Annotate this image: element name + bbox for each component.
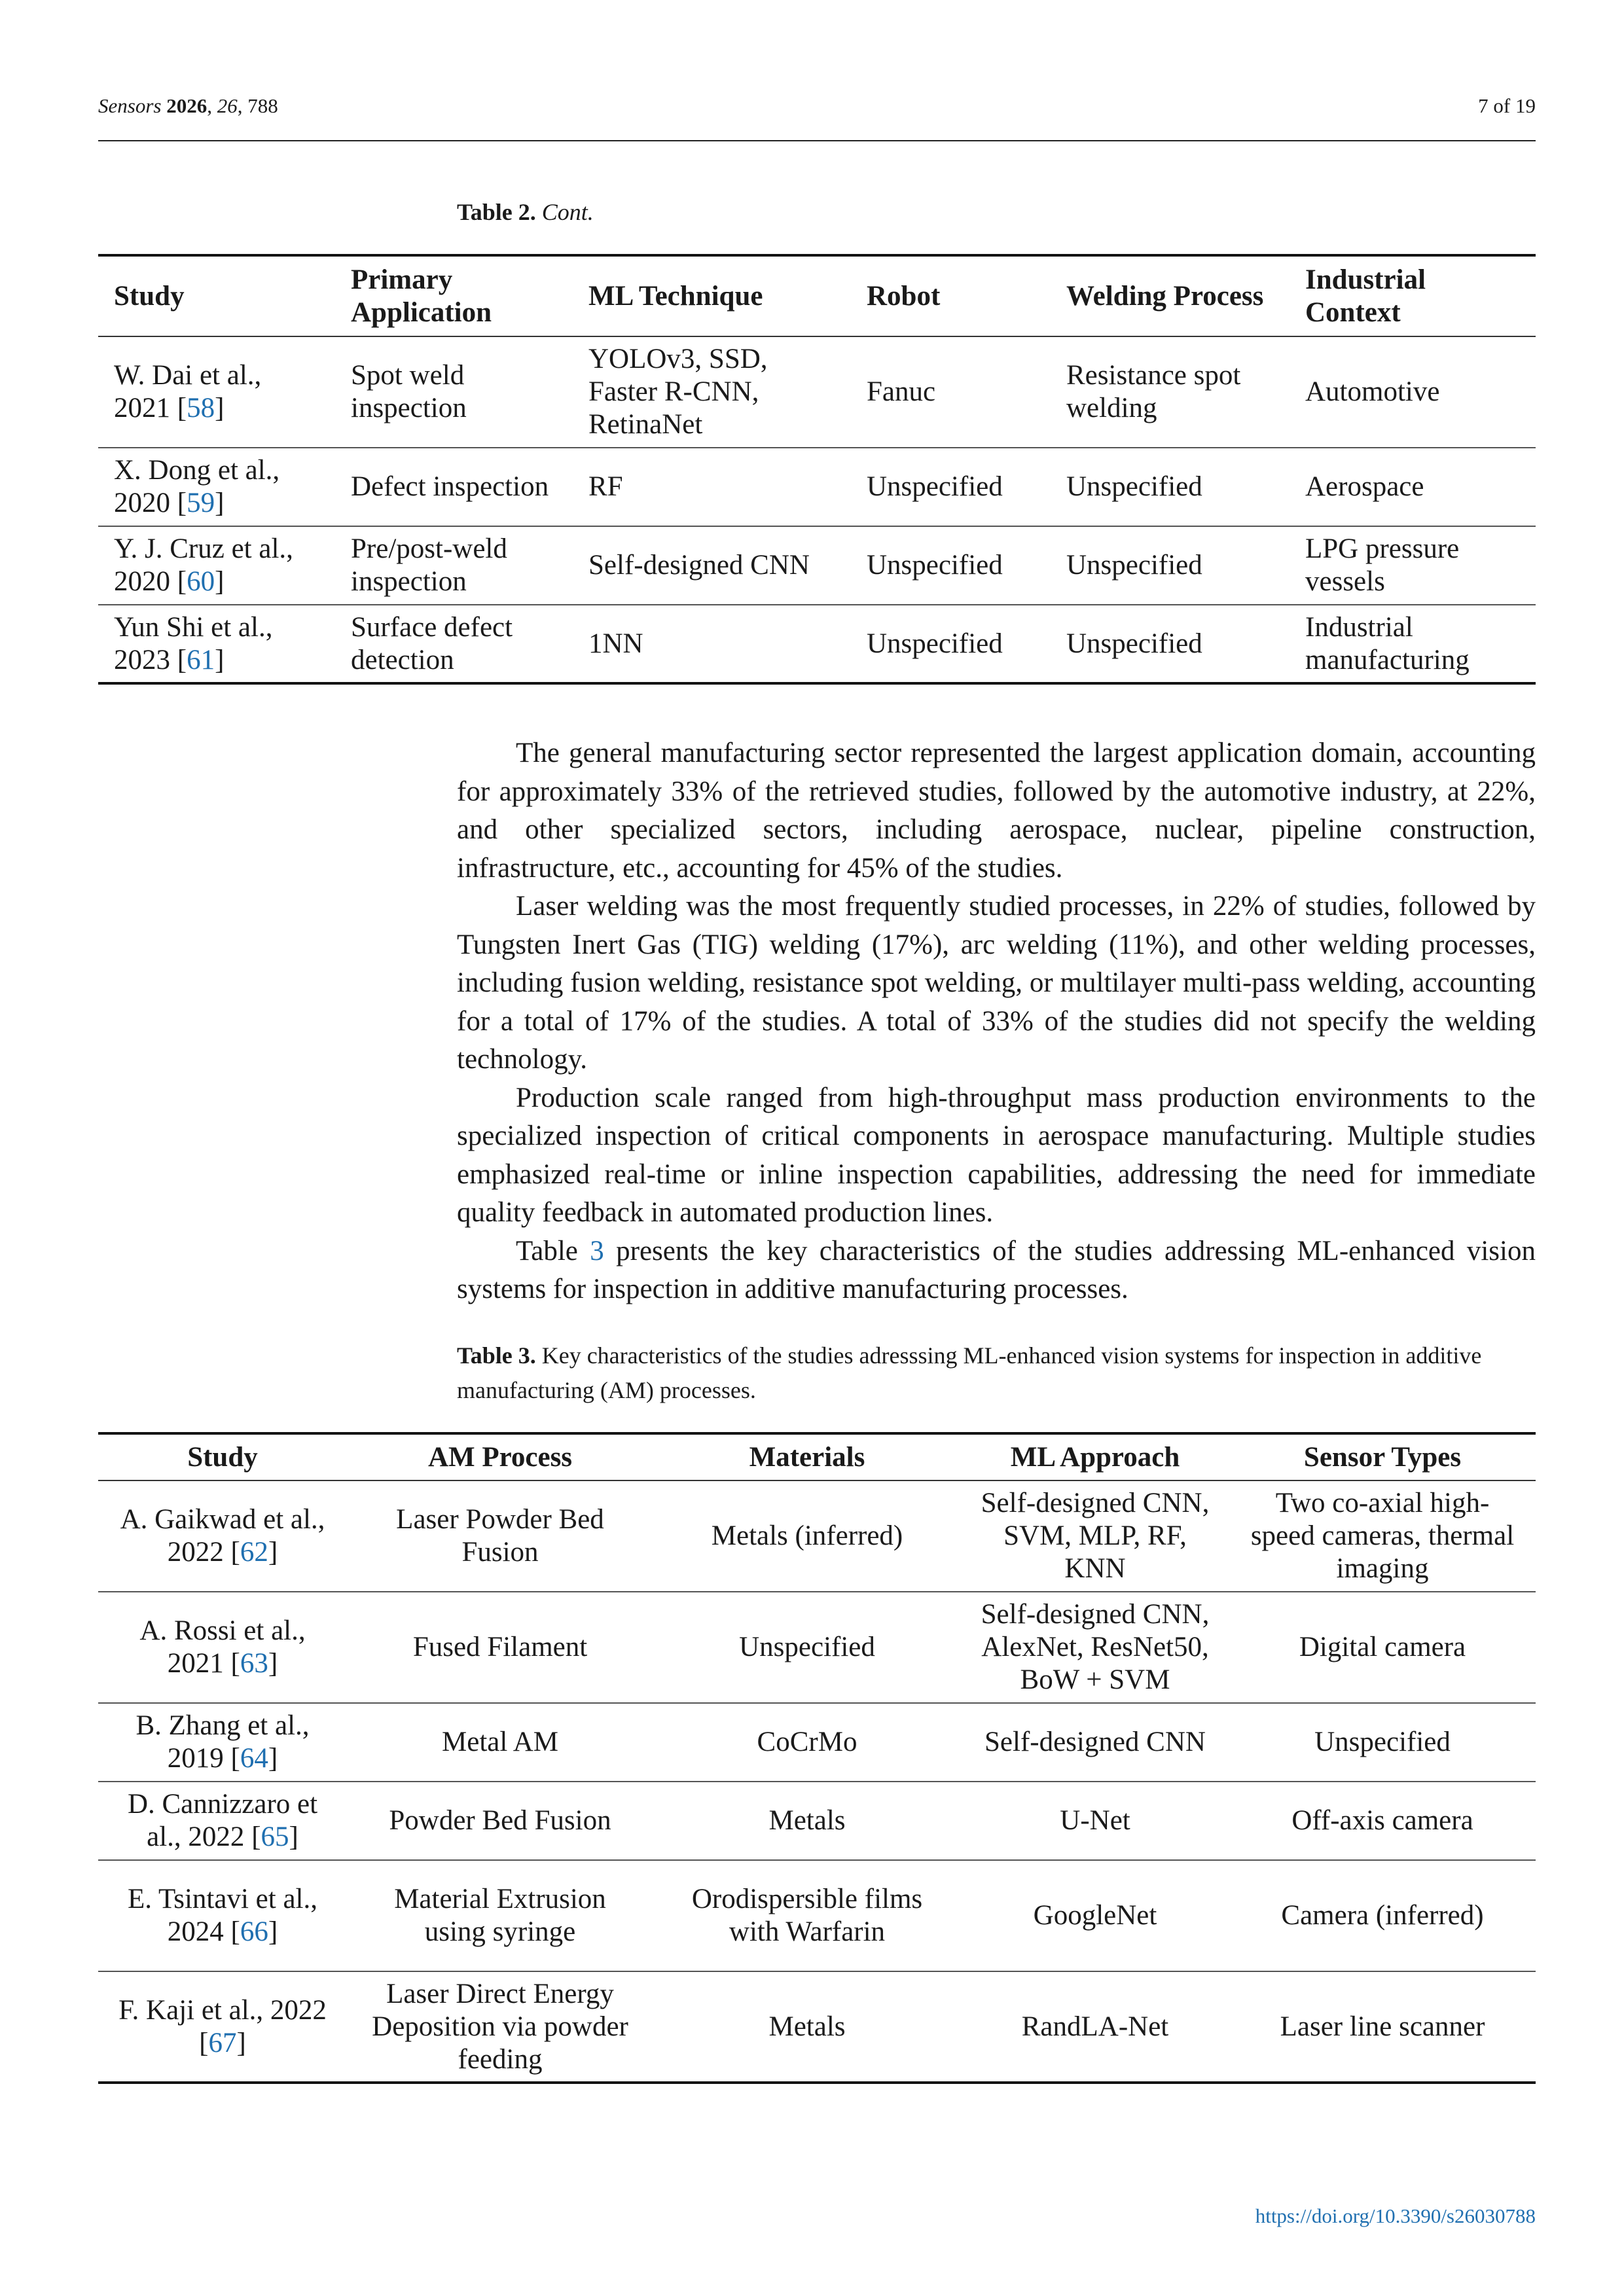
sensors-cell: Digital camera <box>1299 1632 1466 1662</box>
robot-cell: Unspecified <box>867 628 1003 659</box>
paragraph: The general manufacturing sector represented the largest application domain, accounting for approximately 33% of the retrieved studies, followed by the automotive industry, at 22%, and other specialized sectors, including aerospace, nuclear, pipeline construction, infrastructure, etc., accounting for 45% of the studies. <box>457 738 1536 884</box>
table-row <box>98 1860 1536 1971</box>
table-header-row <box>98 255 1536 336</box>
materials-cell: Metals <box>768 2011 846 2042</box>
technique-cell: YOLOv3, SSD, Faster R-CNN, RetinaNet <box>588 344 768 440</box>
reference-link[interactable]: 63 <box>240 1648 268 1679</box>
table2-caption <box>457 195 1536 230</box>
context-cell: LPG pressure vessels <box>1305 533 1460 597</box>
process-cell: Unspecified <box>1066 550 1202 581</box>
reference-link[interactable]: 64 <box>240 1743 268 1774</box>
paragraph-text: Table <box>516 1235 590 1266</box>
paragraph-text: presents the key characteristics of the studies addressing ML-enhanced vision systems for inspection in additive manufacturing processes. <box>457 1235 1536 1304</box>
study-name: A. Rossi et al., 2021 <box>139 1615 306 1679</box>
robot-cell: Unspecified <box>867 550 1003 581</box>
col-header: Materials <box>749 1441 865 1473</box>
application-cell: Spot weld inspection <box>351 360 467 423</box>
approach-cell: Self-designed CNN, SVM, MLP, RF, KNN <box>981 1488 1210 1584</box>
col-header: Sensor Types <box>1303 1441 1462 1473</box>
context-cell: Industrial manufacturing <box>1305 611 1470 675</box>
reference-link[interactable]: 58 <box>187 393 215 423</box>
table-row <box>98 605 1536 683</box>
study-cell: X. Dong et al., 2020 [59] <box>114 455 280 518</box>
approach-cell: RandLA-Net <box>1021 2011 1169 2042</box>
technique-cell: RF <box>588 471 623 502</box>
table-reference-link[interactable]: 3 <box>590 1235 604 1266</box>
materials-cell: Metals <box>768 1805 846 1836</box>
study-cell: B. Zhang et al., 2019 [64] <box>135 1710 310 1774</box>
application-cell: Pre/post-weld inspection <box>351 533 507 597</box>
journal-volume: 26 <box>217 94 238 117</box>
technique-cell: 1NN <box>588 628 643 659</box>
reference-link[interactable]: 65 <box>261 1821 289 1852</box>
table-row <box>98 1592 1536 1703</box>
sensors-cell: Laser line scanner <box>1280 2011 1485 2042</box>
table2-caption-text: Cont. <box>541 199 594 225</box>
approach-cell: U-Net <box>1060 1805 1130 1836</box>
approach-cell: Self-designed CNN, AlexNet, ResNet50, BoW + SVM <box>981 1599 1210 1695</box>
col-header: Industrial Context <box>1305 264 1426 328</box>
table-row <box>98 526 1536 605</box>
table3-caption <box>457 1338 1536 1408</box>
process-cell: Laser Powder Bed Fusion <box>396 1504 604 1568</box>
study-cell: Y. J. Cruz et al., 2020 [60] <box>114 533 293 597</box>
materials-cell: CoCrMo <box>757 1727 857 1757</box>
reference-link[interactable]: 66 <box>240 1916 268 1947</box>
process-cell: Unspecified <box>1066 471 1202 502</box>
study-name: F. Kaji et al., 2022 <box>118 1994 327 2026</box>
context-cell: Automotive <box>1305 376 1440 407</box>
study-name: X. Dong et al., 2020 <box>114 455 280 518</box>
robot-cell: Unspecified <box>867 471 1003 502</box>
materials-cell: Orodispersible films with Warfarin <box>691 1884 923 1947</box>
process-cell: Fused Filament <box>412 1632 588 1662</box>
robot-cell: Fanuc <box>867 376 936 407</box>
study-cell: D. Cannizzaro et al., 2022 [65] <box>127 1789 318 1852</box>
study-name: Yun Shi et al., 2023 <box>114 611 273 675</box>
col-header: Robot <box>867 280 941 312</box>
study-cell: A. Gaikwad et al., 2022 [62] <box>120 1504 325 1568</box>
study-name: W. Dai et al., 2021 <box>114 360 262 423</box>
sensors-cell: Two co-axial high-speed cameras, thermal imaging <box>1250 1488 1515 1584</box>
process-cell: Powder Bed Fusion <box>389 1805 611 1836</box>
paragraph: Production scale ranged from high-throughput mass production environments to the specialized inspection of critical components in aerospace manufacturing. Multiple studies emphasized real-time or inline inspection capabilities, addressing the need for immediate quality feedback in automated production lines. <box>457 1082 1536 1228</box>
journal-year: 2026 <box>166 94 208 117</box>
process-cell: Laser Direct Energy Deposition via powder feeding <box>372 1978 628 2075</box>
study-cell: A. Rossi et al., 2021 [63] <box>139 1615 306 1679</box>
table-row <box>98 448 1536 526</box>
table-header-row <box>98 1433 1536 1480</box>
study-name: B. Zhang et al., 2019 <box>135 1710 310 1774</box>
technique-cell: Self-designed CNN <box>588 550 810 581</box>
col-header: ML Technique <box>588 280 763 312</box>
reference-link[interactable]: 60 <box>187 566 215 597</box>
process-cell: Unspecified <box>1066 628 1202 659</box>
study-cell: F. Kaji et al., 2022 [67] <box>118 1994 327 2058</box>
study-name: E. Tsintavi et al., 2024 <box>128 1884 317 1947</box>
table-row <box>98 336 1536 448</box>
sensors-cell: Unspecified <box>1314 1727 1451 1757</box>
approach-cell: GoogleNet <box>1033 1900 1157 1931</box>
context-cell: Aerospace <box>1305 471 1424 502</box>
table-row <box>98 1480 1536 1592</box>
col-header: Study <box>187 1441 258 1473</box>
approach-cell: Self-designed CNN <box>984 1727 1206 1757</box>
journal-citation: Sensors 2026, 26, 788 <box>98 94 278 117</box>
study-cell: Yun Shi et al., 2023 [61] <box>114 611 273 675</box>
col-header: Primary Application <box>351 264 492 328</box>
page-number: 7 of 19 <box>1478 94 1536 117</box>
process-cell: Metal AM <box>442 1727 558 1757</box>
study-cell: E. Tsintavi et al., 2024 [66] <box>128 1884 317 1947</box>
table3-label: Table 3. <box>457 1342 536 1369</box>
sensors-cell: Off-axis camera <box>1291 1805 1473 1836</box>
application-cell: Surface defect detection <box>351 611 513 675</box>
table2 <box>98 254 1536 685</box>
process-cell: Material Extrusion using syringe <box>394 1884 606 1947</box>
paragraph: Laser welding was the most frequently studied processes, in 22% of studies, followed by Tungsten Inert Gas (TIG) welding (17%), arc welding (11%), and other welding processes, including fusion welding, resistance spot welding, or multilayer multi-pass welding, accounting for a total of 17% of the studies. A total of 33% of the studies did not specify the welding technology. <box>457 891 1536 1075</box>
reference-link[interactable]: 61 <box>187 644 215 675</box>
study-name: Y. J. Cruz et al., 2020 <box>114 533 293 597</box>
journal-name: Sensors <box>98 94 162 117</box>
materials-cell: Metals (inferred) <box>711 1520 903 1551</box>
materials-cell: Unspecified <box>739 1632 875 1662</box>
table-row <box>98 1782 1536 1860</box>
table3-caption-text: Key characteristics of the studies adresssing ML-enhanced vision systems for inspection in additive manufacturing (AM) processes. <box>457 1342 1482 1403</box>
application-cell: Defect inspection <box>351 471 549 502</box>
body-text <box>457 734 1536 1309</box>
col-header: AM Process <box>427 1441 573 1473</box>
study-name: D. Cannizzaro et al., 2022 <box>127 1789 318 1852</box>
table-row <box>98 1703 1536 1782</box>
reference-link[interactable]: 62 <box>240 1537 268 1568</box>
table2-label: Table 2. <box>457 199 536 225</box>
page-header <box>98 92 1536 141</box>
table-row <box>98 1971 1536 2083</box>
col-header: Study <box>114 280 185 312</box>
doi-link[interactable]: https://doi.org/10.3390/s26030788 <box>1255 2204 1536 2227</box>
study-name: A. Gaikwad et al., 2022 <box>120 1504 325 1568</box>
paragraph <box>457 1232 1536 1309</box>
sensors-cell: Camera (inferred) <box>1281 1900 1484 1931</box>
reference-link[interactable]: 67 <box>208 2027 237 2058</box>
study-cell: W. Dai et al., 2021 [58] <box>114 360 262 423</box>
process-cell: Resistance spot welding <box>1066 360 1241 423</box>
reference-link[interactable]: 59 <box>187 488 215 518</box>
table3 <box>98 1432 1536 2084</box>
article-number: 788 <box>247 94 278 117</box>
col-header: ML Approach <box>1010 1441 1180 1473</box>
col-header: Welding Process <box>1066 280 1264 312</box>
